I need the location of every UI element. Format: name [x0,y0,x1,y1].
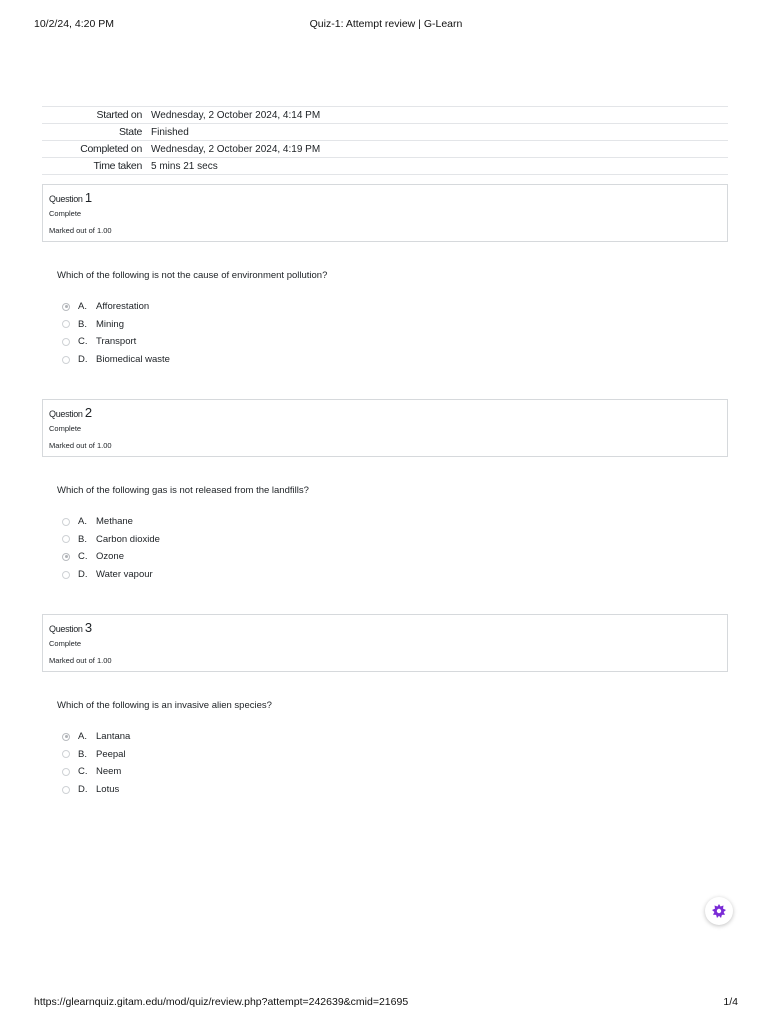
question-number [49,405,92,420]
answer-letter: C. [78,551,88,563]
answer-letter: A. [78,516,87,528]
answer-option[interactable] [62,763,130,781]
radio-button[interactable] [62,518,70,526]
answer-letter: C. [78,336,88,348]
question-label: Question [49,194,83,204]
question-state: Complete [49,424,82,433]
answer-option[interactable] [62,728,130,746]
question-info-2 [42,399,728,457]
question-number-value: 1 [84,190,92,205]
question-grade: Marked out of 1.00 [49,226,112,235]
question-grade: Marked out of 1.00 [49,441,112,450]
answer-text: Mining [96,318,124,330]
answer-letter: B. [78,533,87,545]
question-label: Question [49,409,83,419]
answer-letter: B. [78,748,87,760]
print-timestamp: 10/2/24, 4:20 PM [34,18,114,30]
answer-text: Afforestation [96,301,150,313]
answer-text: Peepal [96,748,126,760]
answer-text: Biomedical waste [96,354,170,366]
answer-option[interactable] [62,566,160,584]
answer-option[interactable] [62,333,170,351]
radio-button-selected[interactable] [62,303,70,311]
question-number-value: 3 [84,620,92,635]
summary-label: Completed on [42,141,151,158]
radio-button[interactable] [62,750,70,758]
page-number: 1/4 [723,996,738,1008]
answer-text: Lantana [96,731,131,743]
answer-option[interactable] [62,746,130,764]
answer-option[interactable] [62,781,130,799]
question-label: Question [49,624,83,634]
question-text-1: Which of the following is not the cause of environment pollution? [57,270,328,281]
summary-value: Finished [151,124,728,141]
summary-value: Wednesday, 2 October 2024, 4:14 PM [151,107,728,124]
radio-button-selected[interactable] [62,733,70,741]
attempt-summary-table [42,106,728,175]
question-grade: Marked out of 1.00 [49,656,112,665]
summary-value: Wednesday, 2 October 2024, 4:19 PM [151,141,728,158]
radio-button[interactable] [62,535,70,543]
print-header [34,18,738,32]
answer-option[interactable] [62,531,160,549]
summary-row-state [42,124,728,141]
summary-row-time-taken [42,158,728,175]
question-number [49,620,92,635]
summary-value: 5 mins 21 secs [151,158,728,175]
summary-row-completed [42,141,728,158]
answer-option[interactable] [62,298,170,316]
answer-letter: A. [78,731,87,743]
radio-button[interactable] [62,338,70,346]
answer-letter: C. [78,766,88,778]
answer-option[interactable] [62,548,160,566]
document-title: Quiz-1: Attempt review | G-Learn [309,18,463,30]
answer-option[interactable] [62,316,170,334]
radio-button[interactable] [62,320,70,328]
question-text-2: Which of the following gas is not released from the landfills? [57,485,309,496]
radio-button[interactable] [62,571,70,579]
answer-letter: D. [78,784,88,796]
answer-text: Methane [96,516,133,528]
answer-list-1 [62,298,170,368]
answer-text: Neem [96,766,122,778]
answer-text: Carbon dioxide [96,533,160,545]
print-footer [34,996,738,1010]
gear-badge-icon [712,904,726,918]
question-state: Complete [49,639,82,648]
question-info-1 [42,184,728,242]
summary-label: Time taken [42,158,151,175]
answer-letter: B. [78,318,87,330]
answer-option[interactable] [62,513,160,531]
radio-button[interactable] [62,768,70,776]
summary-label: State [42,124,151,141]
question-number [49,190,92,205]
answer-letter: D. [78,354,88,366]
radio-button-selected[interactable] [62,553,70,561]
question-info-3 [42,614,728,672]
question-state: Complete [49,209,82,218]
summary-row-started [42,107,728,124]
answer-letter: A. [78,301,87,313]
page-url: https://glearnquiz.gitam.edu/mod/quiz/review.php?attempt=242639&cmid=21695 [34,996,409,1008]
radio-button[interactable] [62,786,70,794]
question-number-value: 2 [84,405,92,420]
summary-label: Started on [42,107,151,124]
answer-text: Lotus [96,784,120,796]
floating-action-button[interactable] [705,897,733,925]
answer-text: Water vapour [96,569,153,581]
answer-text: Ozone [96,551,124,563]
answer-option[interactable] [62,351,170,369]
answer-letter: D. [78,569,88,581]
answer-list-2 [62,513,160,583]
question-text-3: Which of the following is an invasive alien species? [57,700,272,711]
answer-list-3 [62,728,130,798]
answer-text: Transport [96,336,137,348]
radio-button[interactable] [62,356,70,364]
